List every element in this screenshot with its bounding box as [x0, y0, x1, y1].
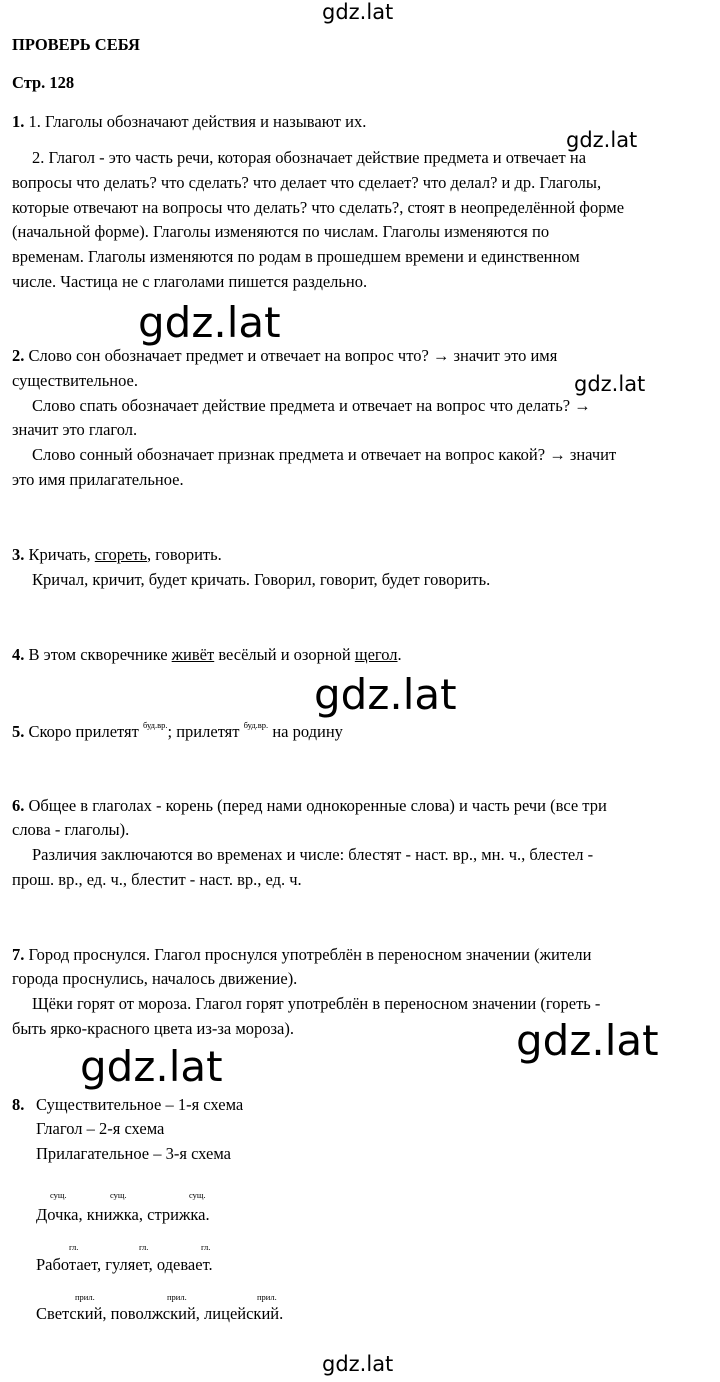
q6-line: Различия заключаются во временах и числе: блестят - наст. вр., мн. ч., блестел -	[32, 845, 594, 864]
q3-line: Кричал, кричит, будет кричать. Говорил, говорит, будет говорить.	[32, 570, 491, 589]
q7-line: Щёки горят от мороза. Глагол горят употреблён в переносном значении (гореть -	[32, 994, 601, 1013]
part-of-speech-note: сущ.	[110, 1190, 127, 1200]
part-of-speech-note: гл.	[69, 1242, 79, 1252]
q7-number: 7.	[12, 945, 25, 964]
q1-line: числе. Частица не с глаголами пишется раздельно.	[12, 272, 368, 291]
q2-line: значит это глагол.	[12, 420, 138, 439]
tense-note: буд.вр.	[243, 720, 269, 730]
q1-line: (начальной форме). Глаголы изменяются по числам. Глаголы изменяются по	[12, 222, 550, 241]
q8-words: Работает, гуляет, одевает.	[36, 1255, 213, 1274]
q1-line: временам. Глаголы изменяются по родам в прошедшем времени и единственном	[12, 247, 580, 266]
watermark-bottom: gdz.lat	[322, 1352, 394, 1376]
page-heading: ПРОВЕРЬ СЕБЯ	[12, 35, 140, 54]
watermark: gdz.lat	[574, 372, 646, 396]
q7-line: 7. Город проснулся. Глагол проснулся употреблён в переносном значении (жители	[12, 945, 592, 964]
watermark-top: gdz.lat	[322, 0, 394, 24]
q1-line: 1. 1. Глаголы обозначают действия и называют их.	[12, 112, 367, 131]
part-of-speech-note: прил.	[257, 1292, 277, 1302]
q5-number: 5.	[12, 722, 25, 741]
part-of-speech-note: гл.	[139, 1242, 149, 1252]
watermark: gdz.lat	[138, 298, 281, 347]
watermark: gdz.lat	[566, 128, 638, 152]
q4-number: 4.	[12, 645, 25, 664]
q3-number: 3.	[12, 545, 25, 564]
part-of-speech-note: сущ.	[189, 1190, 206, 1200]
q4-line: 4. В этом скворечнике живёт весёлый и озорной щегол.	[12, 645, 402, 664]
part-of-speech-note: прил.	[167, 1292, 187, 1302]
q2-line: Слово сонный обозначает признак предмета и отвечает на вопрос какой? → значит	[32, 445, 617, 464]
tense-note: буд.вр.	[142, 720, 168, 730]
underlined-word: сгореть	[94, 545, 148, 564]
q6-line: прош. вр., ед. ч., блестит - наст. вр., ед. ч.	[12, 870, 302, 889]
q7-line: быть ярко-красного цвета из-за мороза).	[12, 1019, 294, 1038]
q2-number: 2.	[12, 346, 25, 365]
watermark: gdz.lat	[80, 1042, 223, 1091]
q2-line: 2. Слово сон обозначает предмет и отвечает на вопрос что? → значит это имя	[12, 346, 558, 365]
q5-line: 5. Скоро прилетят $^{буд.вр.}$; прилетят $^{буд.вр.}$ на родину	[12, 720, 343, 741]
part-of-speech-note: прил.	[75, 1292, 95, 1302]
q6-line: слова - глаголы).	[12, 820, 130, 839]
q3-line: 3. Кричать, сгореть, говорить.	[12, 545, 222, 564]
q8-words: Дочка, книжка, стрижка.	[36, 1205, 210, 1224]
q8-line: Глагол – 2-я схема	[36, 1119, 165, 1138]
q1-line: которые отвечают на вопросы что делать? что сделать?, стоят в неопределённой форме	[12, 198, 625, 217]
underlined-word: живёт	[171, 645, 215, 664]
watermark: gdz.lat	[516, 1016, 659, 1065]
part-of-speech-note: гл.	[201, 1242, 211, 1252]
q7-line: города проснулись, началось движение).	[12, 969, 298, 988]
q8-words: Светский, поволжский, лицейский.	[36, 1304, 284, 1323]
q2-line: существительное.	[12, 371, 138, 390]
q1-line: вопросы что делать? что сделать? что делает что сделает? что делал? и др. Глаголы,	[12, 173, 602, 192]
q8-line: Прилагательное – 3-я схема	[36, 1144, 231, 1163]
q2-line: Слово спать обозначает действие предмета и отвечает на вопрос что делать? →	[32, 396, 591, 415]
q6-line: 6. Общее в глаголах - корень (перед нами однокоренные слова) и часть речи (все три	[12, 796, 607, 815]
watermark: gdz.lat	[314, 670, 457, 719]
q6-number: 6.	[12, 796, 25, 815]
part-of-speech-note: сущ.	[50, 1190, 67, 1200]
q2-line: это имя прилагательное.	[12, 470, 184, 489]
q1-number: 1.	[12, 112, 25, 131]
underlined-word: щегол	[354, 645, 398, 664]
q8-line: Существительное – 1-я схема	[36, 1095, 244, 1114]
page-reference: Стр. 128	[12, 73, 75, 92]
q1-line: 2. Глагол - это часть речи, которая обозначает действие предмета и отвечает на	[32, 148, 587, 167]
q8-number: 8.	[12, 1095, 25, 1114]
